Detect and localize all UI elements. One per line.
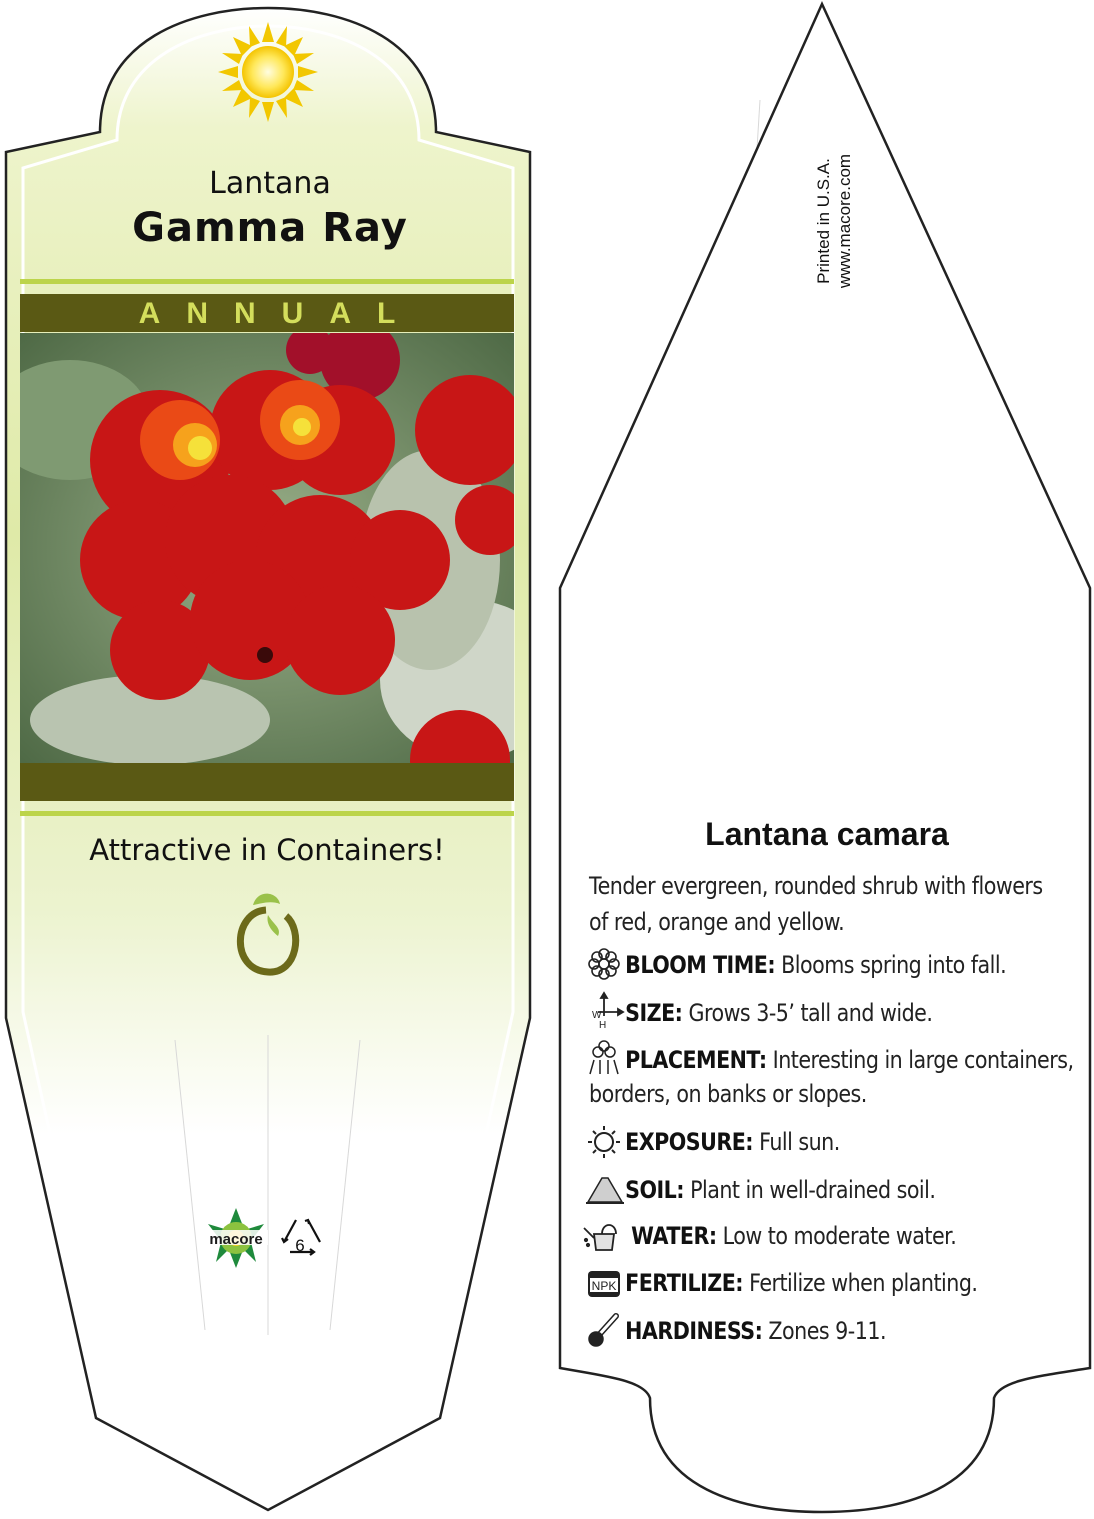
feature-tagline: Attractive in Containers!	[89, 833, 445, 867]
variety-name: Gamma Ray	[132, 205, 408, 251]
recycle-code: 6	[295, 1236, 305, 1255]
plant-type-band: ANNUAL	[20, 294, 514, 332]
care-label: BLOOM TIME:	[625, 951, 776, 979]
macore-logo-text: macore	[209, 1231, 263, 1248]
botanical-name: Lantana camara	[705, 816, 949, 852]
photo-bottom-band	[20, 763, 514, 801]
care-soil	[589, 1173, 1088, 1207]
care-label: PLACEMENT:	[625, 1046, 767, 1074]
lantana-photo	[0, 320, 560, 810]
care-text: Blooms spring into fall.	[781, 951, 1007, 979]
npk-letters: NPK	[591, 1279, 617, 1293]
website-label: www.macore.com	[835, 153, 854, 289]
care-label: SIZE:	[625, 999, 683, 1027]
care-water	[589, 1219, 1088, 1253]
sun-logo-icon	[218, 22, 318, 122]
care-exposure	[589, 1125, 1088, 1159]
care-label: EXPOSURE:	[625, 1128, 754, 1156]
care-label: WATER:	[631, 1222, 717, 1250]
care-text: Full sun.	[759, 1128, 840, 1156]
care-bloom-time	[589, 948, 1088, 982]
care-label: FERTILIZE:	[625, 1269, 744, 1297]
care-text: Low to moderate water.	[722, 1222, 957, 1250]
common-name: Lantana	[209, 166, 331, 201]
size-icon-w: W	[592, 1010, 602, 1021]
care-label: SOIL:	[625, 1176, 685, 1204]
care-text: Zones 9-11.	[768, 1317, 886, 1345]
care-label: HARDINESS:	[625, 1317, 763, 1345]
print-info	[813, 71, 855, 371]
care-text: Fertilize when planting.	[749, 1269, 978, 1297]
care-placement	[589, 1043, 1079, 1111]
care-size	[589, 996, 1088, 1030]
plant-description: Tender evergreen, rounded shrub with flowers of red, orange and yellow.	[589, 872, 1043, 936]
care-text: Plant in well-drained soil.	[690, 1176, 936, 1204]
care-text: Grows 3-5’ tall and wide.	[688, 999, 933, 1027]
printed-in-label: Printed in U.S.A.	[814, 158, 833, 284]
care-text: Interesting in large containers, borders, on banks or slopes.	[589, 1046, 1074, 1108]
care-hardiness	[589, 1314, 1088, 1348]
size-icon-h: H	[599, 1020, 607, 1031]
care-fertilize	[589, 1266, 1088, 1300]
